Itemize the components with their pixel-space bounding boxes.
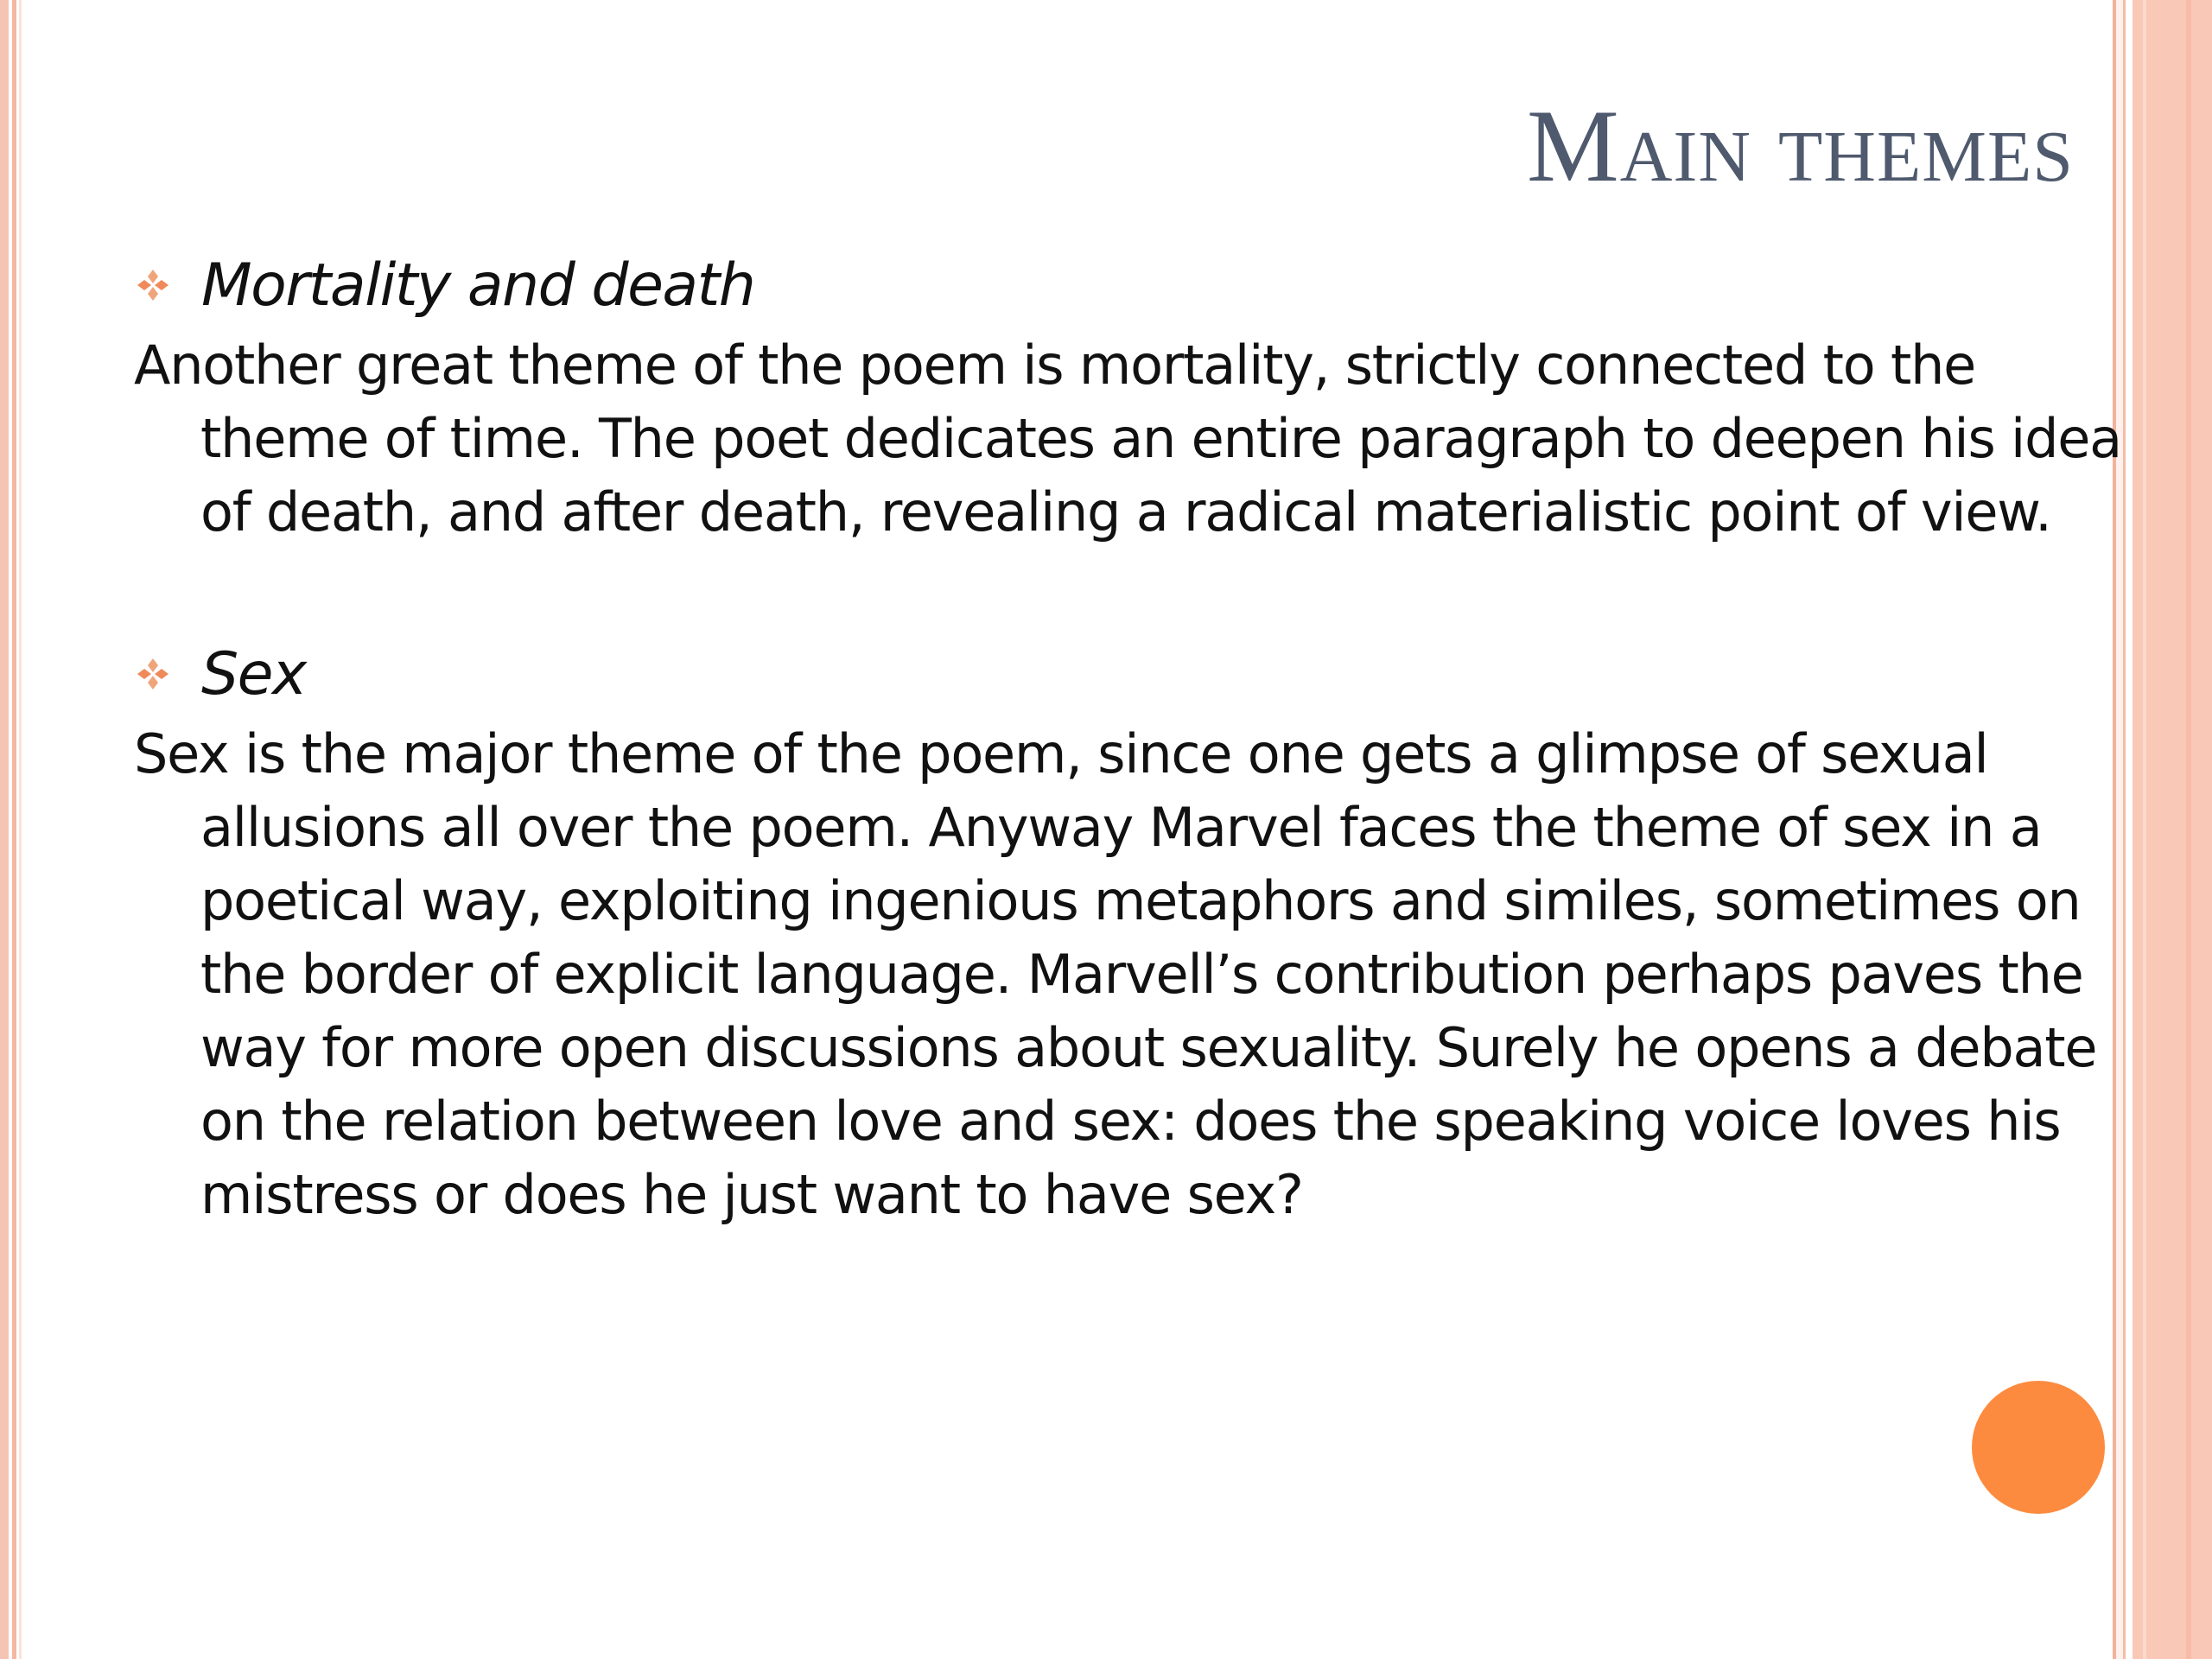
bullet-heading-sex xyxy=(134,631,2078,717)
decorative-orange-circle xyxy=(1972,1381,2105,1514)
four-diamond-bullet-icon xyxy=(134,266,184,304)
left-border-stripe xyxy=(12,0,16,1659)
section-body: Another great theme of the poem is mortality, strictly connected to the theme of time. The poet dedicates an entire paragraph to deepen his idea of death, and after death, revealing a radical materialistic point of view. xyxy=(134,334,2121,543)
spacer xyxy=(134,549,2078,631)
left-border-stripe xyxy=(19,0,22,1659)
four-diamond-bullet-icon xyxy=(134,655,184,693)
right-border-band-line xyxy=(2143,0,2146,1659)
right-border-band-line xyxy=(2186,0,2191,1659)
section-heading: Mortality and death xyxy=(201,251,755,320)
section-heading: Sex xyxy=(201,639,306,709)
bullet-heading-mortality xyxy=(134,242,2078,328)
section-body: Sex is the major theme of the poem, since one gets a glimpse of sexual allusions all over the poem. Anyway Marvel faces the theme of sex in a poetical way, exploiting ingenious metaphors and similes, sometimes on the border of explicit language. Marvell’s contribution perhaps paves the way for more open discussions about sexuality. Surely he opens a debate on the relation between love and sex: does the speaking voice loves his mistress or does he just want to have sex? xyxy=(134,722,2097,1226)
left-border-stripe xyxy=(0,0,9,1659)
slide-title: Main themes xyxy=(1527,88,2074,203)
slide-content xyxy=(134,242,2121,1231)
